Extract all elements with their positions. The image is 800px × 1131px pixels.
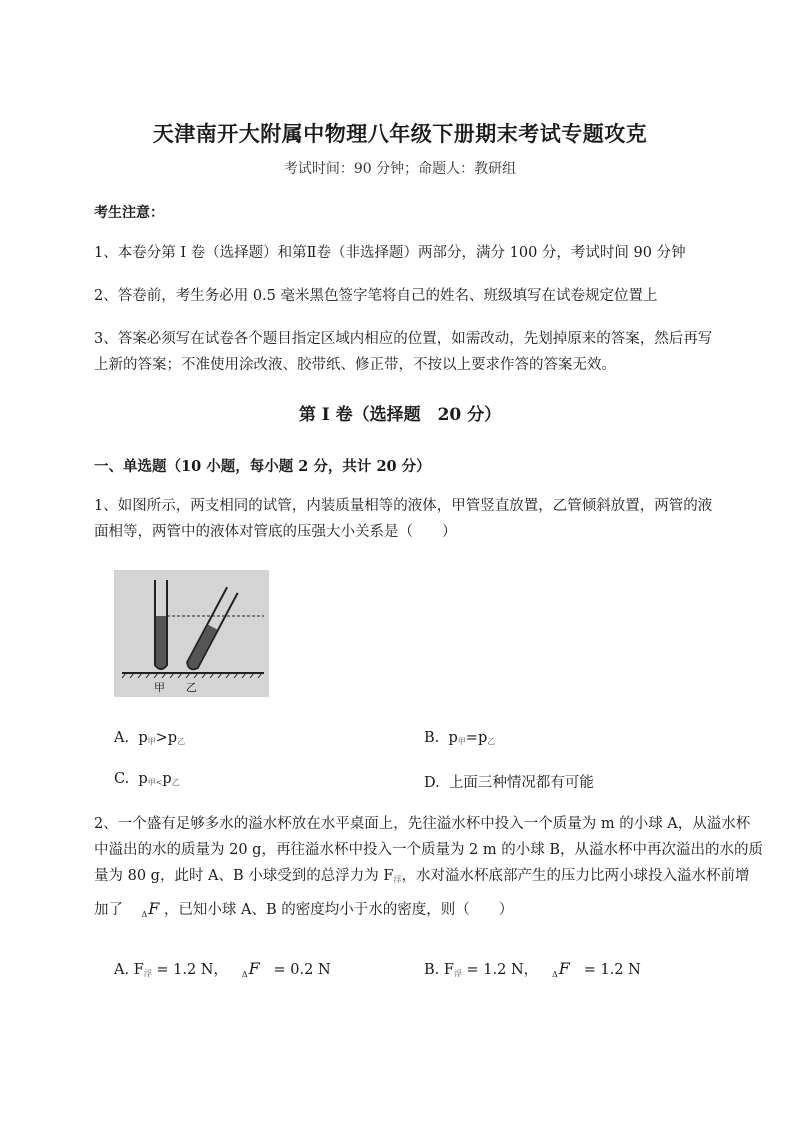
q2-option-b[interactable]: B. $F_浮 = 1.2$ N， $_\Delta$F = 1.2 N bbox=[424, 959, 641, 979]
question-2-line-4: 加了 $_\Delta$F ，已知小球 A、B 的密度均小于水的密度，则（ ） bbox=[94, 899, 514, 919]
question-1-stem: 1、如图所示，两支相同的试管，内装质量相等的液体，甲管竖直放置，乙管倾斜放置，两管的液面相等，两管中的液体对管底的压强大小关系是（ ） bbox=[94, 498, 713, 540]
notice-item-3: 3、答案必须写在试卷各个题目指定区域内相应的位置，如需改动，先划掉原来的答案，然后再写上新的答案；不准使用涂改液、胶带纸、修正带，不按以上要求作答的答案无效。 bbox=[94, 331, 713, 373]
page-title: 天津南开大附属中物理八年级下册期末考试专题攻克 bbox=[152, 121, 648, 146]
section-title: 第 I 卷（选择题 20 分） bbox=[298, 405, 502, 425]
notice-item-2: 2、答卷前，考生务必用 0.5 毫米黑色签字笔将自己的姓名、班级填写在试卷规定位置上 bbox=[94, 288, 658, 304]
q2-option-a[interactable]: A. $F_浮 = 1.2$ N， $_\Delta$F = 0.2 N bbox=[114, 959, 331, 979]
question-2-line-1: 2、一个盛有足够多水的溢水杯放在水平桌面上，先往溢水杯中投入一个质量为 m 的小球 A，从溢水杯 bbox=[94, 816, 751, 832]
q1-option-c[interactable]: C. $p_{甲<}p_乙$ bbox=[114, 771, 180, 787]
test-tubes-figure bbox=[114, 570, 269, 697]
subsection-title: 一、单选题（10 小题，每小题 2 分，共计 20 分） bbox=[94, 458, 431, 475]
tube-label-yi: 乙 bbox=[186, 681, 197, 694]
tube-label-jia: 甲 bbox=[154, 681, 165, 694]
q1-option-d[interactable]: D. 上面三种情况都有可能 bbox=[424, 775, 594, 791]
q1-option-b[interactable]: B. $p_甲=p_乙$ bbox=[424, 730, 496, 746]
notice-item-1: 1、本卷分第 I 卷（选择题）和第Ⅱ卷（非选择题）两部分，满分 100 分，考试时间 90 分钟 bbox=[94, 245, 686, 261]
question-2-line-2: 中溢出的水的质量为 20 g，再往溢水杯中投入一个质量为 2 m 的小球 B，从溢水杯中再次溢出的水的质 bbox=[94, 842, 764, 858]
q1-option-a[interactable]: A. $p_甲>p_乙$ bbox=[114, 730, 186, 746]
notice-heading: 考生注意： bbox=[94, 205, 164, 221]
page-subtitle: 考试时间：90 分钟；命题人：教研组 bbox=[283, 161, 517, 177]
question-2-line-3: 量为 80 g，此时 A、B 小球受到的总浮力为 $F_浮$，水对溢水杯底部产生的压力比两小球投入溢水杯前增 bbox=[94, 868, 750, 884]
